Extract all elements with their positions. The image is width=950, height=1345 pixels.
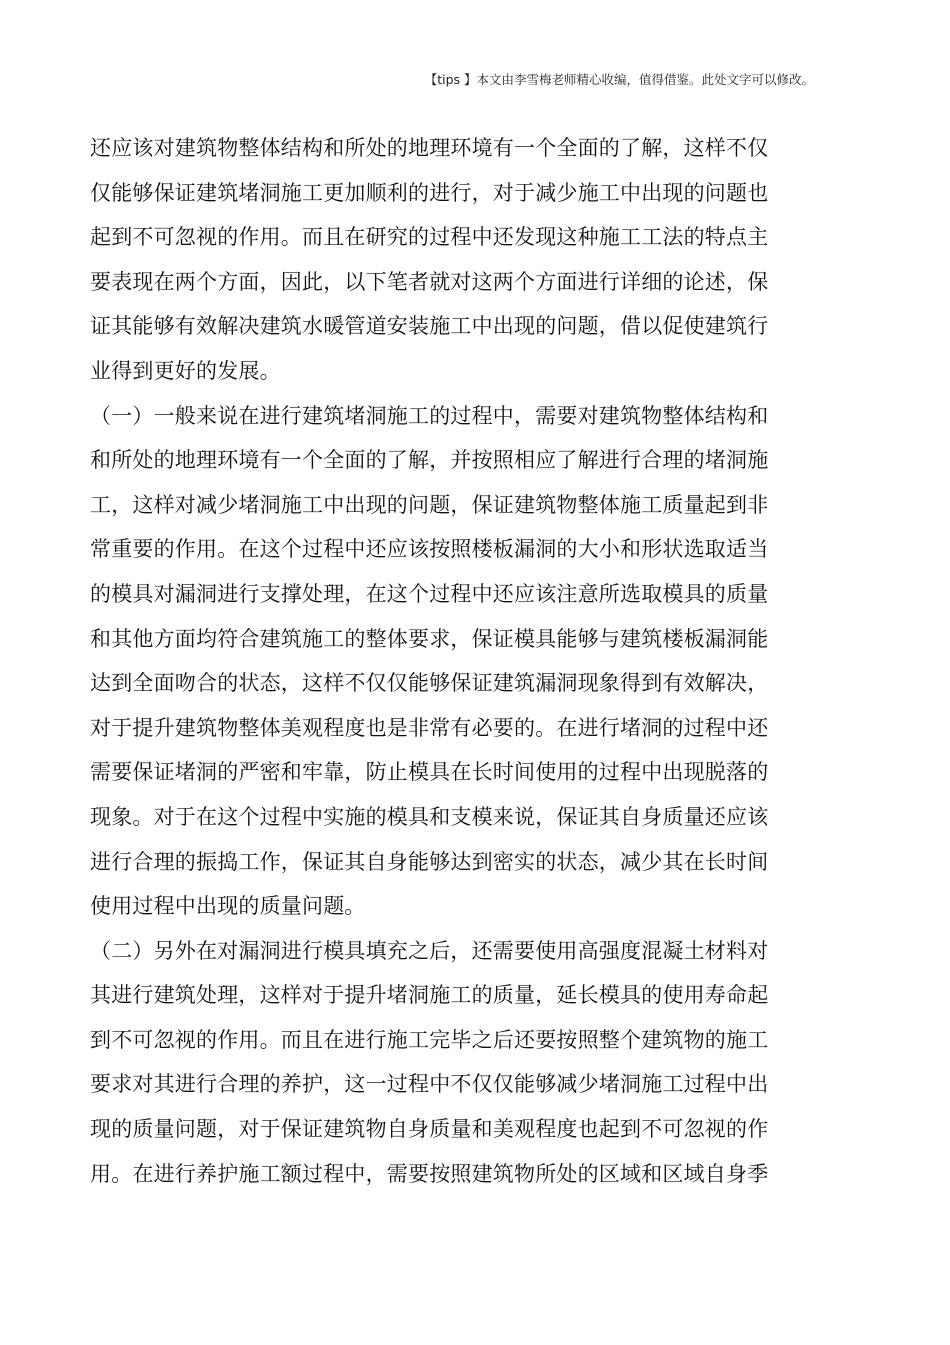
text-line: 使用过程中出现的质量问题。 (90, 894, 366, 919)
text-line: （二）另外在对漏洞进行模具填充之后，还需要使用高强度混凝土材料对 (90, 938, 769, 963)
text-line: 要求对其进行合理的养护，这一过程中不仅仅能够减少堵洞施工过程中出 (90, 1072, 769, 1097)
body-text (90, 126, 810, 1196)
text-line: 要表现在两个方面，因此，以下笔者就对这两个方面进行详细的论述，保 (90, 269, 769, 294)
text-line: 还应该对建筑物整体结构和所处的地理环境有一个全面的了解，这样不仅 (90, 136, 769, 160)
text-line: 的模具对漏洞进行支撑处理，在这个过程中还应该注意所选取模具的质量 (90, 581, 769, 606)
text-line: 和其他方面均符合建筑施工的整体要求，保证模具能够与建筑楼板漏洞能 (90, 626, 769, 651)
text-line: 现象。对于在这个过程中实施的模具和支模来说，保证其自身质量还应该 (90, 804, 769, 829)
text-line: （一）一般来说在进行建筑堵洞施工的过程中，需要对建筑物整体结构和 (90, 403, 769, 428)
text-line: 业得到更好的发展。 (90, 358, 281, 383)
text-line: 达到全面吻合的状态，这样不仅仅能够保证建筑漏洞现象得到有效解决， (90, 671, 769, 696)
text-line: 和所处的地理环境有一个全面的了解，并按照相应了解进行合理的堵洞施 (90, 448, 769, 473)
text-line: 到不可忽视的作用。而且在进行施工完毕之后还要按照整个建筑物的施工 (90, 1027, 769, 1052)
header-tips: 【tips 】本文由李雪梅老师精心收编，值得借鉴。此处文字可以修改。 (424, 72, 814, 87)
text-line: 起到不可忽视的作用。而且在研究的过程中还发现这种施工工法的特点主 (90, 225, 769, 250)
text-line: 仅能够保证建筑堵洞施工更加顺利的进行，对于减少施工中出现的问题也 (90, 180, 769, 205)
text-line: 证其能够有效解决建筑水暖管道安装施工中出现的问题，借以促使建筑行 (90, 314, 769, 339)
text-line: 需要保证堵洞的严密和牢靠，防止模具在长时间使用的过程中出现脱落的 (90, 760, 769, 785)
text-line: 常重要的作用。在这个过程中还应该按照楼板漏洞的大小和形状选取适当 (90, 537, 769, 562)
text-line: 现的质量问题，对于保证建筑物自身质量和美观程度也起到不可忽视的作 (90, 1117, 769, 1142)
text-line: 进行合理的振捣工作，保证其自身能够达到密实的状态，减少其在长时间 (90, 849, 769, 874)
text-line: 其进行建筑处理，这样对于提升堵洞施工的质量，延长模具的使用寿命起 (90, 983, 769, 1008)
text-line: 对于提升建筑物整体美观程度也是非常有必要的。在进行堵洞的过程中还 (90, 715, 769, 740)
text-line: 用。在进行养护施工额过程中，需要按照建筑物所处的区域和区域自身季 (90, 1161, 769, 1186)
text-line: 工，这样对减少堵洞施工中出现的问题，保证建筑物整体施工质量起到非 (90, 492, 769, 517)
